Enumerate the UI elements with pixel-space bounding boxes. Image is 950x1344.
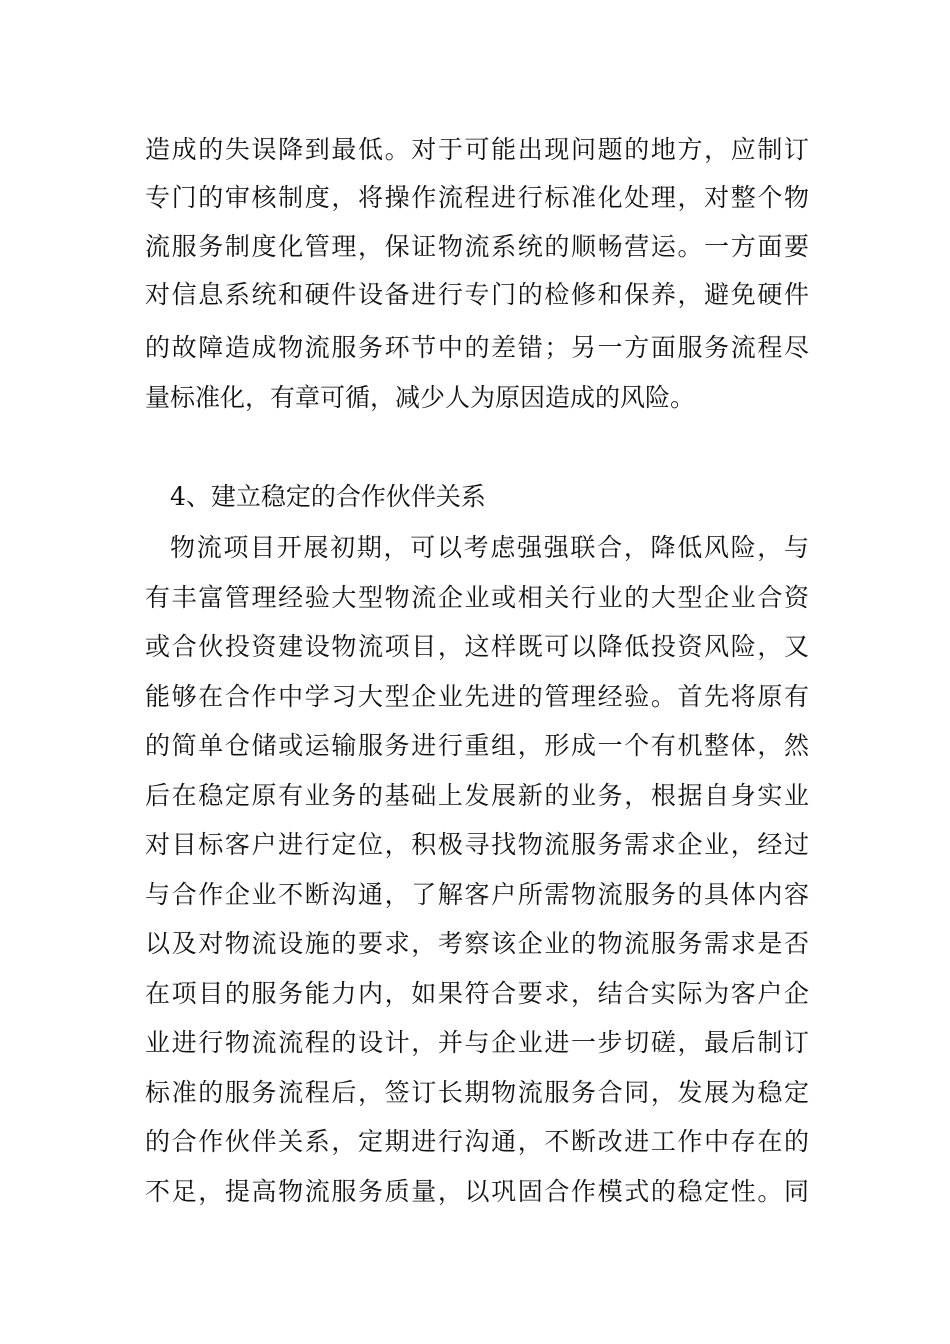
paragraph-2-line-11: 业进行物流流程的设计，并与企业进一步切磋，最后制订 xyxy=(145,1028,809,1057)
paragraph-1-line-1: 造成的失误降到最低。对于可能出现问题的地方，应制订 xyxy=(145,135,809,164)
paragraph-2-line-10: 在项目的服务能力内，如果符合要求，结合实际为客户企 xyxy=(145,979,809,1008)
section-heading: 4、建立稳定的合作伙伴关系 xyxy=(170,482,486,511)
paragraph-1-line-2: 专门的审核制度，将操作流程进行标准化处理，对整个物 xyxy=(145,183,809,212)
paragraph-2-line-12: 标准的服务流程后，签订长期物流服务合同，发展为稳定 xyxy=(145,1078,809,1107)
paragraph-2-line-14: 不足，提高物流服务质量，以巩固合作模式的稳定性。同 xyxy=(145,1177,809,1206)
paragraph-2-line-4: 能够在合作中学习大型企业先进的管理经验。首先将原有 xyxy=(145,682,809,711)
paragraph-2-line-3: 或合伙投资建设物流项目，这样既可以降低投资风险，又 xyxy=(145,632,809,661)
paragraph-2-line-6: 后在稳定原有业务的基础上发展新的业务，根据自身实业 xyxy=(145,781,809,810)
paragraph-2-line-1: 物流项目开展初期，可以考虑强强联合，降低风险，与 xyxy=(170,533,809,562)
paragraph-2-line-8: 与合作企业不断沟通，了解客户所需物流服务的具体内容 xyxy=(145,880,809,909)
paragraph-2-line-13: 的合作伙伴关系，定期进行沟通，不断改进工作中存在的 xyxy=(145,1127,809,1156)
paragraph-1-line-5: 的故障造成物流服务环节中的差错；另一方面服务流程尽 xyxy=(145,333,809,362)
paragraph-2-line-7: 对目标客户进行定位，积极寻找物流服务需求企业，经过 xyxy=(145,830,809,859)
paragraph-1-line-4: 对信息系统和硬件设备进行专门的检修和保养，避免硬件 xyxy=(145,280,809,309)
paragraph-1-line-6: 量标准化，有章可循，减少人为原因造成的风险。 xyxy=(145,383,696,412)
paragraph-2-line-9: 以及对物流设施的要求，考察该企业的物流服务需求是否 xyxy=(145,929,809,958)
paragraph-2-line-5: 的简单仓储或运输服务进行重组，形成一个有机整体，然 xyxy=(145,731,809,760)
paragraph-2-line-2: 有丰富管理经验大型物流企业或相关行业的大型企业合资 xyxy=(145,583,809,612)
paragraph-1-line-3: 流服务制度化管理，保证物流系统的顺畅营运。一方面要 xyxy=(145,232,809,261)
